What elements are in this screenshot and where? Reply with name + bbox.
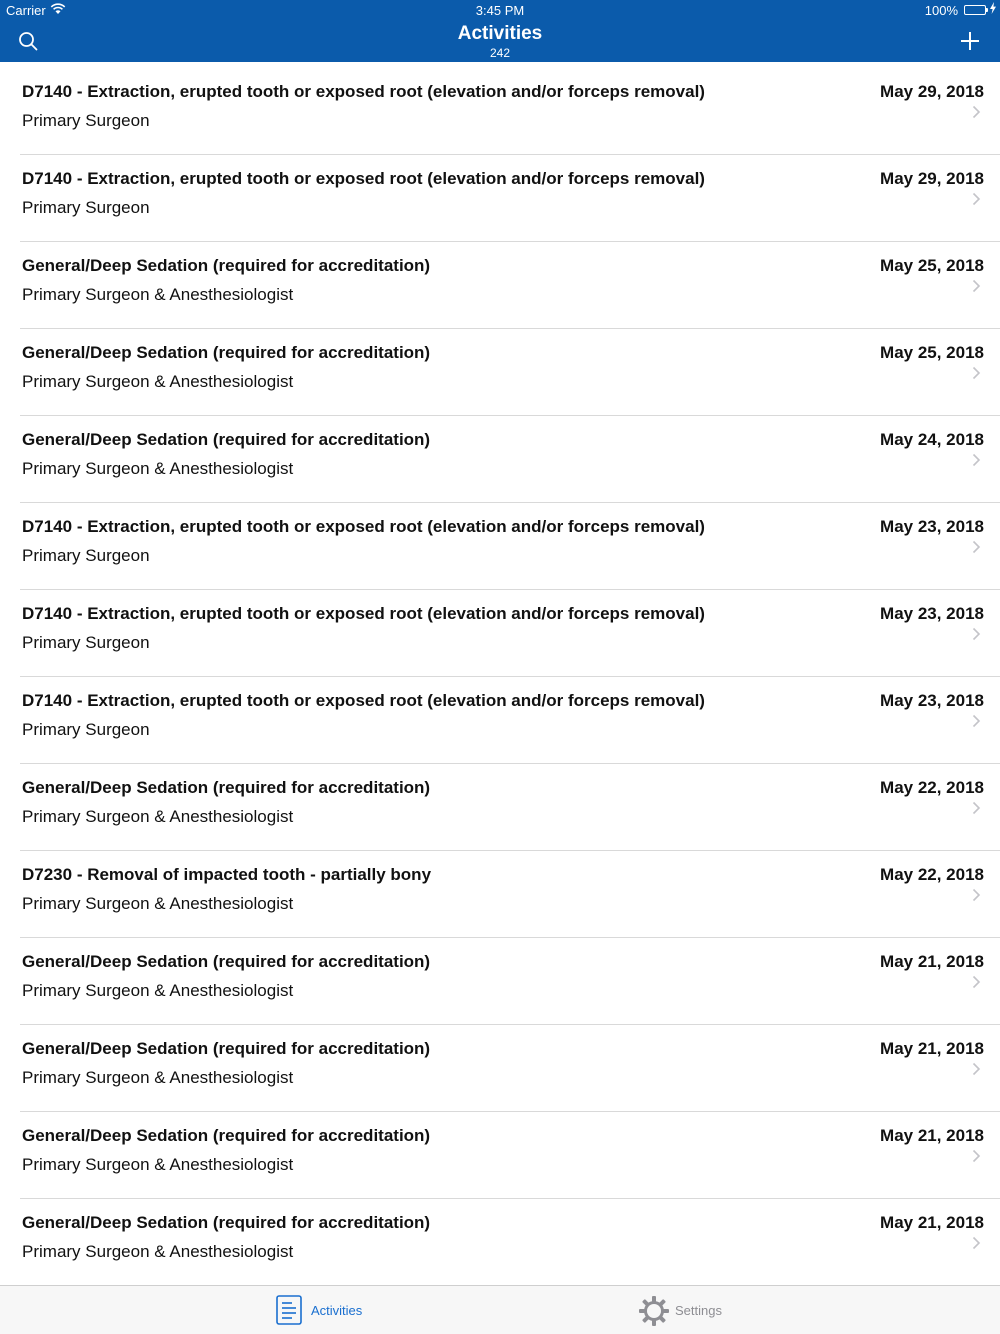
activity-name: General/Deep Sedation (required for accreditation) bbox=[22, 1126, 431, 1145]
chevron-right-icon bbox=[972, 1149, 981, 1163]
activity-date: May 23, 2018 bbox=[880, 604, 984, 623]
activity-row[interactable] bbox=[0, 503, 1000, 590]
activity-row[interactable] bbox=[0, 590, 1000, 677]
activity-name: D7140 - Extraction, erupted tooth or exposed root (elevation and/or forceps removal) bbox=[22, 169, 705, 188]
chevron-right-icon bbox=[972, 453, 981, 467]
chevron-right-icon bbox=[972, 105, 981, 119]
tab-settings-label: Settings bbox=[675, 1303, 722, 1318]
activity-date: May 22, 2018 bbox=[880, 865, 984, 884]
activity-row[interactable] bbox=[0, 1112, 1000, 1199]
activity-count: 242 bbox=[489, 46, 511, 60]
tab-settings[interactable] bbox=[636, 1286, 756, 1334]
battery-icon bbox=[964, 5, 986, 15]
activity-role: Primary Surgeon & Anesthesiologist bbox=[22, 807, 294, 826]
tab-activities-label: Activities bbox=[311, 1303, 363, 1318]
activity-role: Primary Surgeon & Anesthesiologist bbox=[22, 459, 294, 478]
activity-name: D7230 - Removal of impacted tooth - partially bony bbox=[22, 865, 432, 884]
page-title: Activities bbox=[457, 23, 543, 44]
activity-role: Primary Surgeon bbox=[22, 198, 150, 217]
chevron-right-icon bbox=[972, 801, 981, 815]
chevron-right-icon bbox=[972, 1236, 981, 1250]
activity-row[interactable] bbox=[0, 329, 1000, 416]
battery-percentage: 100% bbox=[924, 3, 958, 18]
chevron-right-icon bbox=[972, 540, 981, 554]
activity-row[interactable] bbox=[0, 242, 1000, 329]
activity-name: General/Deep Sedation (required for accreditation) bbox=[22, 1039, 431, 1058]
status-time: 3:45 PM bbox=[475, 3, 525, 18]
activity-date: May 21, 2018 bbox=[880, 1213, 984, 1232]
activity-name: D7140 - Extraction, erupted tooth or exposed root (elevation and/or forceps removal) bbox=[22, 517, 705, 536]
activity-date: May 25, 2018 bbox=[880, 343, 984, 362]
activity-date: May 29, 2018 bbox=[880, 82, 984, 101]
activity-date: May 23, 2018 bbox=[880, 691, 984, 710]
charging-icon bbox=[990, 2, 996, 14]
chevron-right-icon bbox=[972, 1062, 981, 1076]
gear-icon bbox=[638, 1295, 670, 1327]
activity-role: Primary Surgeon & Anesthesiologist bbox=[22, 372, 294, 391]
activity-role: Primary Surgeon bbox=[22, 546, 150, 565]
document-icon bbox=[276, 1295, 302, 1325]
activity-name: General/Deep Sedation (required for accreditation) bbox=[22, 1213, 431, 1232]
chevron-right-icon bbox=[972, 366, 981, 380]
activity-role: Primary Surgeon & Anesthesiologist bbox=[22, 1155, 294, 1174]
chevron-right-icon bbox=[972, 279, 981, 293]
activity-role: Primary Surgeon bbox=[22, 111, 150, 130]
activity-name: D7140 - Extraction, erupted tooth or exposed root (elevation and/or forceps removal) bbox=[22, 691, 705, 710]
activity-date: May 21, 2018 bbox=[880, 1126, 984, 1145]
activity-name: D7140 - Extraction, erupted tooth or exposed root (elevation and/or forceps removal) bbox=[22, 604, 705, 623]
activity-role: Primary Surgeon & Anesthesiologist bbox=[22, 894, 294, 913]
activity-role: Primary Surgeon & Anesthesiologist bbox=[22, 1068, 294, 1087]
activity-name: General/Deep Sedation (required for accreditation) bbox=[22, 256, 431, 275]
activity-date: May 23, 2018 bbox=[880, 517, 984, 536]
activity-row[interactable] bbox=[0, 155, 1000, 242]
activity-row[interactable] bbox=[0, 764, 1000, 851]
activity-role: Primary Surgeon bbox=[22, 633, 150, 652]
activity-role: Primary Surgeon & Anesthesiologist bbox=[22, 285, 294, 304]
activity-row[interactable] bbox=[0, 938, 1000, 1025]
activity-date: May 22, 2018 bbox=[880, 778, 984, 797]
tab-bar bbox=[0, 1285, 1000, 1334]
activity-row[interactable] bbox=[0, 677, 1000, 764]
status-bar bbox=[0, 0, 1000, 20]
activity-row[interactable] bbox=[0, 68, 1000, 155]
chevron-right-icon bbox=[972, 714, 981, 728]
activity-date: May 21, 2018 bbox=[880, 1039, 984, 1058]
activity-name: General/Deep Sedation (required for accreditation) bbox=[22, 430, 431, 449]
activity-role: Primary Surgeon & Anesthesiologist bbox=[22, 981, 294, 1000]
activity-row[interactable] bbox=[0, 1199, 1000, 1284]
activity-name: General/Deep Sedation (required for accreditation) bbox=[22, 343, 431, 362]
add-icon[interactable] bbox=[958, 29, 982, 53]
tab-activities[interactable] bbox=[270, 1286, 390, 1334]
chevron-right-icon bbox=[972, 888, 981, 902]
activity-name: General/Deep Sedation (required for accreditation) bbox=[22, 778, 431, 797]
activity-row[interactable] bbox=[0, 1025, 1000, 1112]
chevron-right-icon bbox=[972, 192, 981, 206]
navigation-bar bbox=[0, 20, 1000, 62]
activity-date: May 25, 2018 bbox=[880, 256, 984, 275]
activity-list bbox=[0, 68, 1000, 1284]
activity-role: Primary Surgeon bbox=[22, 720, 150, 739]
activity-date: May 21, 2018 bbox=[880, 952, 984, 971]
activity-row[interactable] bbox=[0, 416, 1000, 503]
chevron-right-icon bbox=[972, 975, 981, 989]
carrier-label: Carrier bbox=[6, 3, 46, 18]
activity-date: May 29, 2018 bbox=[880, 169, 984, 188]
activity-name: General/Deep Sedation (required for accreditation) bbox=[22, 952, 431, 971]
activity-role: Primary Surgeon & Anesthesiologist bbox=[22, 1242, 294, 1261]
activity-name: D7140 - Extraction, erupted tooth or exposed root (elevation and/or forceps removal) bbox=[22, 82, 705, 101]
activity-date: May 24, 2018 bbox=[880, 430, 984, 449]
activity-row[interactable] bbox=[0, 851, 1000, 938]
chevron-right-icon bbox=[972, 627, 981, 641]
